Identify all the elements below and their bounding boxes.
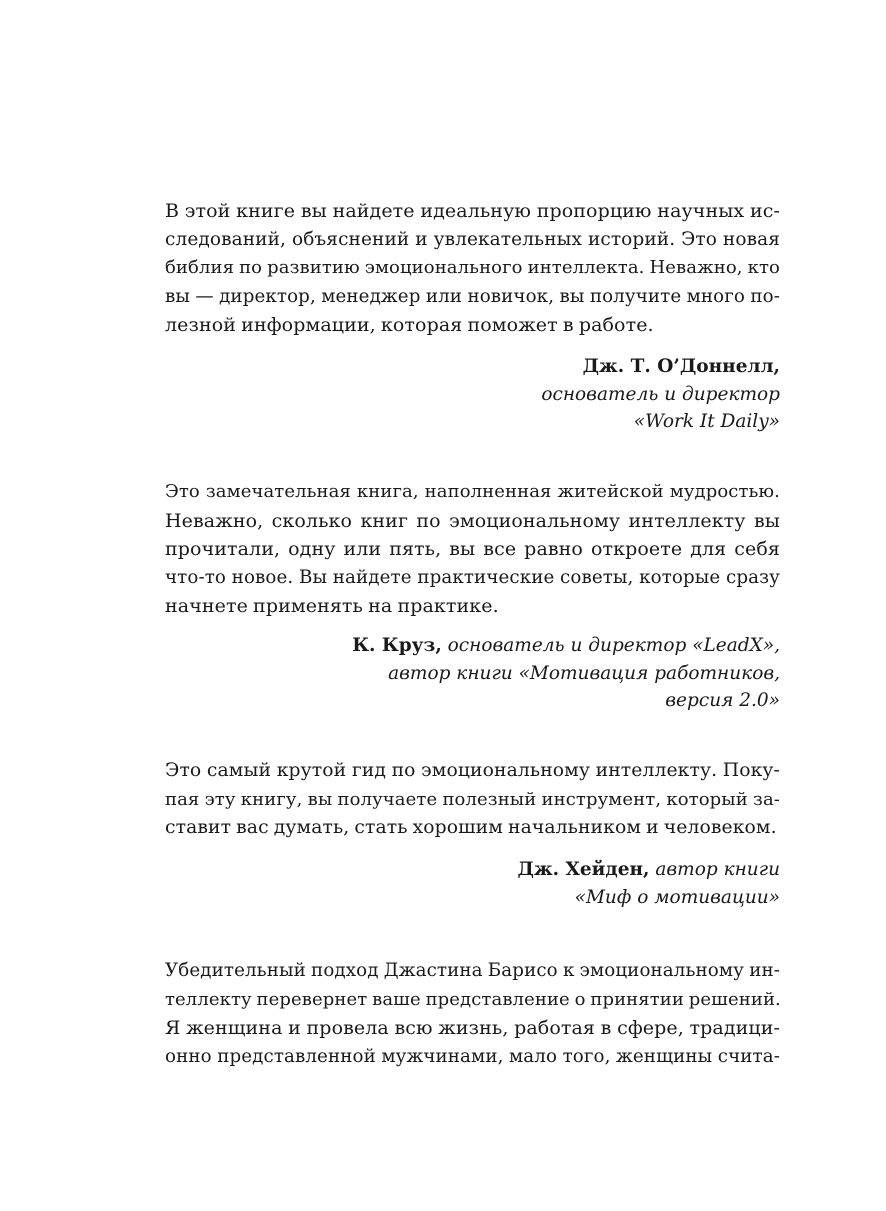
review-3-text <box>165 757 780 843</box>
review-2-role-line-1: автор книги «Мотивация работников, <box>388 662 780 684</box>
review-3-line-3: ставит вас думать, стать хорошим начальником и человеком. <box>165 817 777 839</box>
review-3-role-inline: автор книги <box>655 859 780 880</box>
review-4-text <box>165 957 780 1071</box>
review-3-role-line-1: «Миф о мотивации» <box>574 886 780 908</box>
review-1-attribution <box>165 353 780 436</box>
review-2-role-line-2: версия 2.0» <box>665 690 780 711</box>
review-2-author: К. Круз, <box>352 635 442 656</box>
review-2-line-3: прочитали, одну или пять, вы все равно откроете для себя <box>165 538 780 561</box>
review-3-attribution <box>165 856 780 911</box>
review-1-role-line-2: «Work It Daily» <box>633 411 780 432</box>
review-1-role-line-1: основатель и директор <box>541 383 780 405</box>
review-4-line-3: Я женщина и провела всю жизнь, работая в сфере, традици- <box>165 1017 780 1040</box>
review-1-author: Дж. Т. О’Доннелл, <box>582 356 780 377</box>
review-1-line-1: В этой книге вы найдете идеальную пропорцию научных ис- <box>165 200 780 222</box>
review-1-line-2: следований, объяснений и увлекательных историй. Это новая <box>165 228 780 250</box>
review-3-author: Дж. Хейден, <box>517 859 650 880</box>
review-1-text <box>165 197 780 340</box>
review-2-attribution <box>165 632 780 715</box>
review-2-role-inline: основатель и директор «LeadX», <box>447 635 780 656</box>
review-3-line-1: Это самый крутой гид по эмоциональному интеллекту. Поку- <box>165 760 780 781</box>
review-4-line-2: теллекту перевернет ваше представление о принятии решений. <box>165 988 781 1010</box>
review-4-line-1: Убедительный подход Джастина Барисо к эмоциональному ин- <box>165 960 780 981</box>
review-2-line-4: что-то новое. Вы найдете практические советы, которые сразу <box>165 566 780 588</box>
review-1-line-4: вы — директор, менеджер или новичок, вы получите много по- <box>165 285 780 307</box>
review-2-text <box>165 478 780 621</box>
review-1-line-3: библия по развитию эмоционального интеллекта. Неважно, кто <box>165 257 780 279</box>
review-2-line-1: Это замечательная книга, наполненная житейской мудростью. <box>165 481 780 502</box>
review-2-line-5: начнете применять на практике. <box>165 595 499 618</box>
review-3-line-2: пая эту книгу, вы получаете полезный инструмент, который за- <box>165 788 780 810</box>
review-2-line-2: Неважно, сколько книг по эмоциональному интеллекту вы <box>165 509 780 532</box>
review-4-line-4: онно представленной мужчинами, мало того, женщины счита- <box>165 1045 780 1067</box>
review-1-line-5: лезной информации, которая поможет в работе. <box>165 314 654 337</box>
